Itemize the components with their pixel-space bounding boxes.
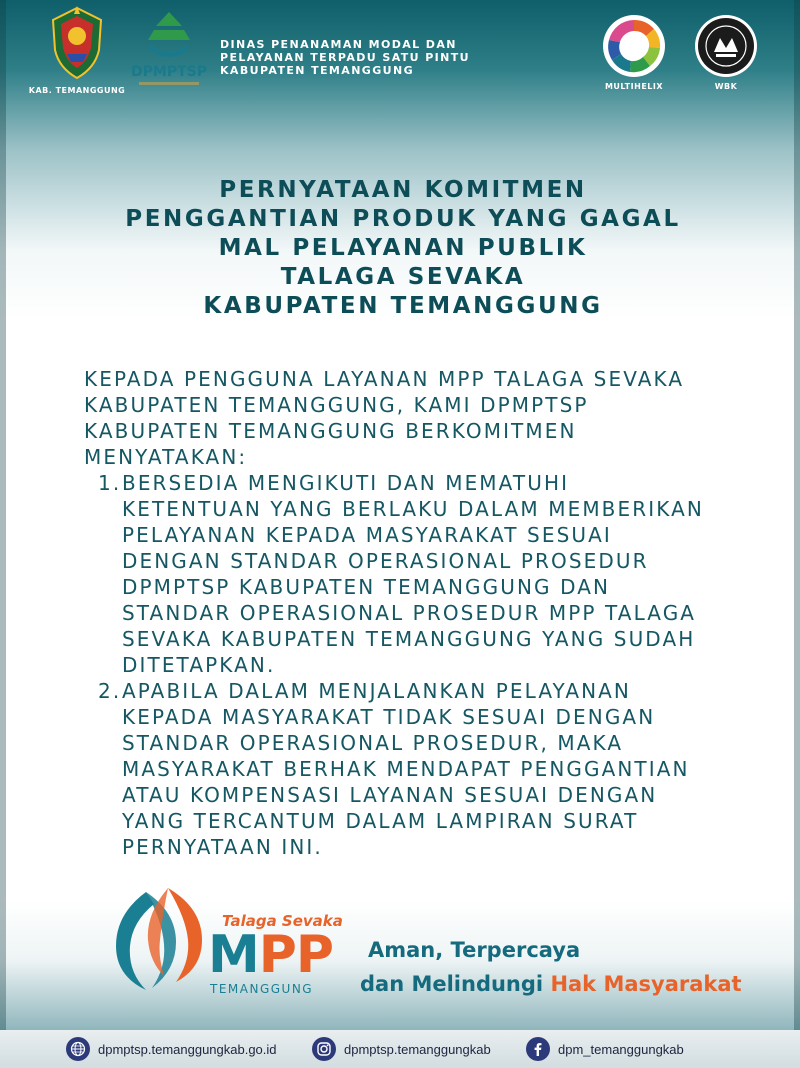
agency-name-line: KABUPATEN TEMANGGUNG <box>220 64 415 77</box>
mpp-pp-letters: PP <box>258 925 333 985</box>
slogan-terpercaya: Terpercaya <box>450 938 581 962</box>
item-line: YANG TERCANTUM DALAM LAMPIRAN SURAT <box>122 809 639 833</box>
header <box>0 0 800 110</box>
slogan-aman: Aman, <box>368 938 451 962</box>
intro-line: KABUPATEN TEMANGGUNG, KAMI DPMPTSP <box>84 393 589 417</box>
mpp-wordmark <box>208 926 333 984</box>
kab-temanggung-logo <box>28 6 126 95</box>
mpp-mark-icon <box>106 884 216 996</box>
item-line: ATAU KOMPENSASI LAYANAN SESUAI DENGAN <box>122 783 658 807</box>
intro-line: MENYATAKAN: <box>84 445 248 469</box>
intro-paragraph <box>84 366 764 470</box>
agency-name-line: PELAYANAN TERPADU SATU PINTU <box>220 51 471 64</box>
instagram-icon <box>312 1037 336 1061</box>
title-line: PERNYATAAN KOMITMEN <box>219 177 587 203</box>
agency-name <box>220 38 510 77</box>
right-edge <box>794 0 800 1068</box>
item-line: PELAYANAN KEPADA MASYARAKAT SESUAI <box>122 523 612 547</box>
item-number: 2. <box>98 679 122 703</box>
slogan-line-1 <box>368 938 580 962</box>
item-line: BERSEDIA MENGIKUTI DAN MEMATUHI <box>122 471 570 495</box>
instagram-contact[interactable] <box>312 1036 491 1062</box>
wbk-caption: WBK <box>714 82 738 91</box>
commitment-item <box>84 470 764 678</box>
item-number: 1. <box>98 471 122 495</box>
commitment-statement <box>84 366 764 860</box>
item-line: STANDAR OPERASIONAL PROSEDUR MPP TALAGA <box>122 601 697 625</box>
item-line: MASYARAKAT BERHAK MENDAPAT PENGGANTIAN <box>122 757 690 781</box>
left-edge <box>0 0 6 1068</box>
mpp-talaga-sevaka: Talaga Sevaka <box>222 912 343 930</box>
wbk-seal-icon <box>694 14 758 78</box>
item-line: DENGAN STANDAR OPERASIONAL PROSEDUR <box>122 549 649 573</box>
slogan-line-2 <box>360 972 742 996</box>
globe-icon <box>66 1037 90 1061</box>
item-line: DPMPTSP KABUPATEN TEMANGGUNG DAN <box>122 575 611 599</box>
mpp-temanggung: TEMANGGUNG <box>210 982 314 996</box>
facebook-icon <box>526 1037 550 1061</box>
website-url[interactable]: dpmptsp.temanggungkab.go.id <box>98 1041 277 1057</box>
item-line: STANDAR OPERASIONAL PROSEDUR, MAKA <box>122 731 624 755</box>
title-line: KABUPATEN TEMANGGUNG <box>203 293 603 319</box>
wbk-logo <box>690 14 762 91</box>
regency-emblem-icon <box>49 6 105 82</box>
kab-caption: KAB. TEMANGGUNG <box>28 86 126 95</box>
dpmptsp-emblem-icon <box>146 10 192 62</box>
facebook-handle[interactable]: dpm_temanggungkab <box>558 1041 684 1057</box>
facebook-contact[interactable] <box>526 1036 684 1062</box>
multihelix-logo <box>598 14 670 91</box>
dpmptsp-wordmark: DPMPTSP <box>131 64 207 80</box>
item-line: KEPADA MASYARAKAT TIDAK SESUAI DENGAN <box>122 705 656 729</box>
intro-line: KEPADA PENGGUNA LAYANAN MPP TALAGA SEVAKA <box>84 367 685 391</box>
item-line: PERNYATAAN INI. <box>122 835 323 859</box>
footer-contacts <box>0 1030 800 1068</box>
commitment-list <box>84 470 764 860</box>
intro-line: KABUPATEN TEMANGGUNG BERKOMITMEN <box>84 419 577 443</box>
multihelix-caption: MULTIHELIX <box>604 82 664 91</box>
title-line: MAL PELAYANAN PUBLIK <box>218 235 588 261</box>
item-line: DITETAPKAN. <box>122 653 276 677</box>
document-title <box>40 176 766 321</box>
commitment-item <box>84 678 764 860</box>
instagram-handle[interactable]: dpmptsp.temanggungkab <box>344 1041 491 1057</box>
item-line: APABILA DALAM MENJALANKAN PELAYANAN <box>122 679 631 703</box>
title-line: PENGGANTIAN PRODUK YANG GAGAL <box>125 206 681 232</box>
slogan-hak-masyarakat: Hak Masyarakat <box>550 972 742 996</box>
multihelix-wheel-icon <box>602 14 666 78</box>
agency-name-line: DINAS PENANAMAN MODAL DAN <box>220 38 457 51</box>
dpmptsp-underline <box>139 82 199 85</box>
website-contact[interactable] <box>66 1036 277 1062</box>
item-line: SEVAKA KABUPATEN TEMANGGUNG YANG SUDAH <box>122 627 696 651</box>
title-line: TALAGA SEVAKA <box>280 264 526 290</box>
mpp-m-letter: M <box>208 925 259 985</box>
item-line: KETENTUAN YANG BERLAKU DALAM MEMBERIKAN <box>122 497 704 521</box>
mpp-branding <box>106 884 746 1014</box>
slogan-melindungi: dan Melindungi <box>360 972 551 996</box>
dpmptsp-logo <box>128 10 210 85</box>
